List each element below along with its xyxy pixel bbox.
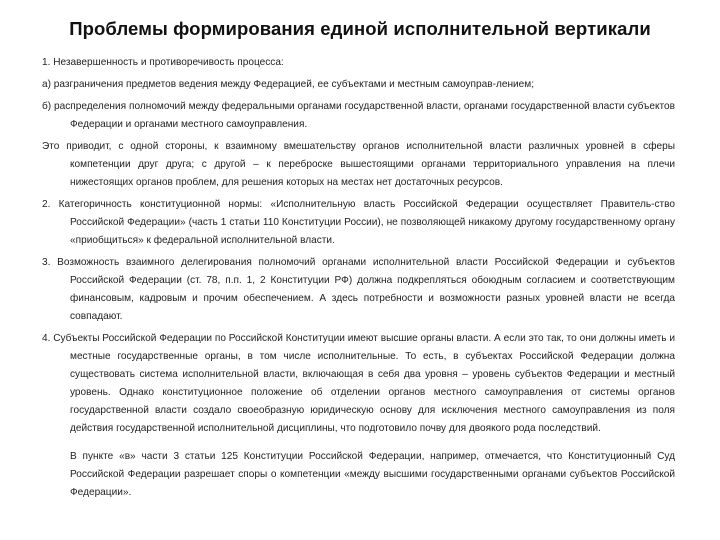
paragraph-consequence: Это приводит, с одной стороны, к взаимному вмешательству органов исполнительной власти различных уровней в сферы компетенции друг друга; с другой – к переброске вышестоящими органами территориального управления на плечи нижестоящих органов проблем, для решения которых на местах нет достаточных ресурсов.: [42, 141, 675, 188]
paragraph-item-1a: а) разграничения предметов ведения между Федерацией, ее субъектами и местным самоуправ-лением;: [42, 79, 535, 90]
paragraph-item-3: 3. Возможность взаимного делегирования полномочий органами исполнительной власти Российской Федерации и субъектов Российской Федерации (ст. 78, п.п. 1, 2 Конституции РФ) должна подкрепляться обоюдным согласием и соответствующим финансовым, кадровым и прочим обеспечением. А здесь потребности и возможности разных уровней власти не всегда совпадают.: [42, 257, 675, 322]
paragraph-item-4: 4. Субъекты Российской Федерации по Российской Конституции имеют высшие органы власти. А если это так, то они должны иметь и местные государственные органы, в том числе исполнительные. То есть, в субъектах Российской Федерации должна существовать система исполнительной власти, включающая в себя два уровня – уровень субъектов Федерации и местный уровень. Однако конституционное положение об отделении органов местного самоуправления от системы органов государственной власти создало своеобразную юридическую основу для исключения местного самоуправления из поля действия государственной исполнительной дисциплины, что подготовило почву для двоякого рода последствий.: [42, 333, 675, 434]
paragraph-item-1b: б) распределения полномочий между федеральными органами государственной власти, органами государственной власти субъектов Федерации и органами местного самоуправления.: [42, 101, 675, 130]
paragraph-item-1: 1. Незавершенность и противоречивость процесса:: [42, 57, 284, 68]
paragraph-item-2: 2. Категоричность конституционной нормы: «Исполнительную власть Российской Федерации осуществляет Правитель-ство Российской Федерации» (часть 1 статьи 110 Конституции России), не позволяющей никакому другому государственному органу «приобщиться» к федеральной исполнительной власти.: [42, 199, 675, 246]
slide-title: Проблемы формирования единой исполнительной вертикали: [69, 18, 651, 39]
slide-body: [42, 54, 675, 506]
paragraph-note: В пункте «в» части 3 статьи 125 Конституции Российской Федерации, например, отмечается, что Конституционный Суд Российской Федерации разрешает споры о компетенции «между высшими государственными органами субъектов Российской Федерации».: [70, 451, 675, 498]
